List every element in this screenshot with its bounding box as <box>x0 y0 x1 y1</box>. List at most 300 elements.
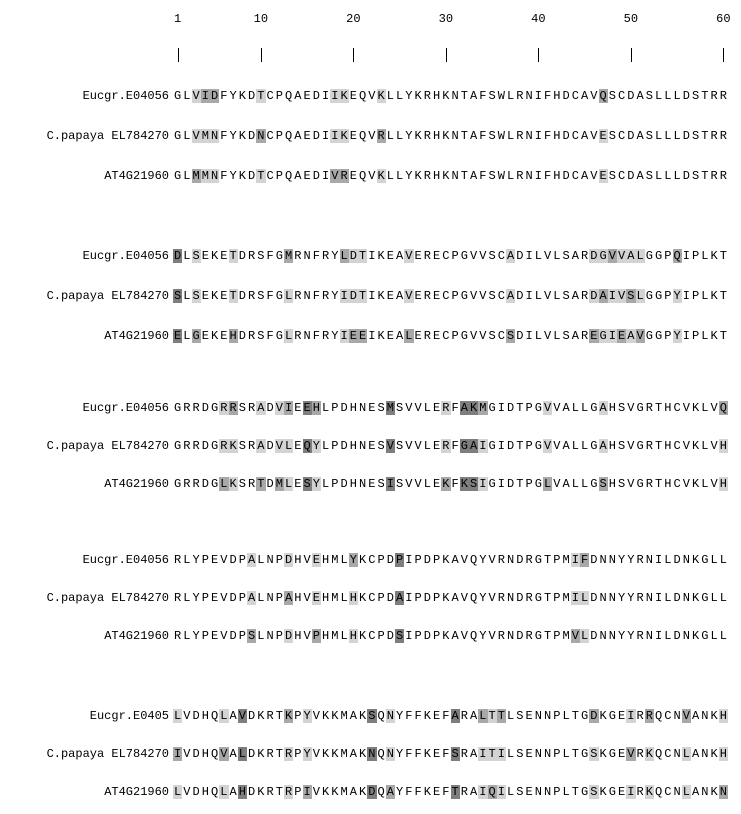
residue: A <box>248 553 256 567</box>
residue: F <box>266 289 274 303</box>
residue: V <box>553 439 561 453</box>
sequence-label: Eucgr.E04056 <box>82 553 169 567</box>
residue: S <box>608 129 616 143</box>
residue: V <box>682 401 690 415</box>
residue: P <box>294 785 302 799</box>
residue: R <box>183 439 191 453</box>
residue: A <box>470 89 478 103</box>
residue: I <box>479 439 487 453</box>
residue: V <box>470 289 478 303</box>
residue: P <box>201 553 209 567</box>
residue: R <box>423 289 431 303</box>
residue: A <box>451 591 459 605</box>
residue: S <box>396 477 404 491</box>
residue: L <box>396 169 404 183</box>
residue: T <box>275 747 283 761</box>
sequence-row <box>173 477 728 491</box>
residue: G <box>701 591 709 605</box>
residue: A <box>248 591 256 605</box>
residue: N <box>266 553 274 567</box>
residue: C <box>673 439 681 453</box>
residue: V <box>414 477 422 491</box>
residue: H <box>719 439 727 453</box>
residue: N <box>701 747 709 761</box>
residue: D <box>201 477 209 491</box>
residue: D <box>386 591 394 605</box>
residue: F <box>479 169 487 183</box>
residue: K <box>599 785 607 799</box>
residue: N <box>359 477 367 491</box>
residue: R <box>581 289 589 303</box>
residue: L <box>396 89 404 103</box>
residue: E <box>303 401 311 415</box>
residue: E <box>312 553 320 567</box>
residue: Y <box>405 129 413 143</box>
residue: R <box>294 329 302 343</box>
residue: T <box>257 89 265 103</box>
residue: P <box>433 591 441 605</box>
residue: V <box>414 401 422 415</box>
residue: E <box>220 289 228 303</box>
sequence-label: Eucgr.E04056 <box>82 401 169 415</box>
residue: P <box>396 553 404 567</box>
residue: N <box>701 785 709 799</box>
residue: K <box>211 289 219 303</box>
residue: H <box>553 129 561 143</box>
residue: N <box>257 129 265 143</box>
residue: N <box>303 289 311 303</box>
residue: E <box>303 169 311 183</box>
residue: L <box>386 89 394 103</box>
residue: Y <box>405 89 413 103</box>
sequence-label: C.papaya EL784270 <box>46 129 169 143</box>
sequence-row <box>173 169 728 183</box>
sequence-row <box>173 553 728 567</box>
residue: V <box>192 129 200 143</box>
residue: A <box>470 129 478 143</box>
residue: A <box>627 249 635 263</box>
residue: L <box>386 169 394 183</box>
residue: L <box>719 629 727 643</box>
residue: A <box>581 169 589 183</box>
residue: K <box>710 289 718 303</box>
residue: I <box>655 591 663 605</box>
residue: C <box>266 89 274 103</box>
residue: P <box>664 329 672 343</box>
residue: I <box>627 785 635 799</box>
residue: I <box>405 553 413 567</box>
residue: F <box>442 785 450 799</box>
residue: A <box>636 169 644 183</box>
residue: S <box>516 709 524 723</box>
residue: G <box>701 629 709 643</box>
residue: N <box>534 785 542 799</box>
residue: Y <box>229 169 237 183</box>
residue: K <box>377 289 385 303</box>
residue: I <box>201 89 209 103</box>
residue: G <box>534 477 542 491</box>
residue: V <box>553 477 561 491</box>
residue: R <box>266 747 274 761</box>
residue: V <box>710 439 718 453</box>
residue: Q <box>470 629 478 643</box>
residue: P <box>312 629 320 643</box>
residue: S <box>645 169 653 183</box>
residue: P <box>238 553 246 567</box>
residue: N <box>608 591 616 605</box>
residue: E <box>368 439 376 453</box>
residue: M <box>331 553 339 567</box>
residue: G <box>645 249 653 263</box>
residue: V <box>488 591 496 605</box>
residue: S <box>692 89 700 103</box>
residue: R <box>460 709 468 723</box>
residue: H <box>229 329 237 343</box>
residue: M <box>275 477 283 491</box>
residue: K <box>257 747 265 761</box>
residue: V <box>682 709 690 723</box>
residue: E <box>618 709 626 723</box>
residue: T <box>655 439 663 453</box>
residue: P <box>525 439 533 453</box>
residue: A <box>229 709 237 723</box>
residue: N <box>673 747 681 761</box>
residue: E <box>201 249 209 263</box>
residue: A <box>386 785 394 799</box>
residue: V <box>627 401 635 415</box>
residue: S <box>618 439 626 453</box>
residue: V <box>618 289 626 303</box>
residue: G <box>534 591 542 605</box>
residue: I <box>497 747 505 761</box>
residue: T <box>516 439 524 453</box>
residue: V <box>710 477 718 491</box>
residue: H <box>349 477 357 491</box>
residue: I <box>479 785 487 799</box>
residue: N <box>386 709 394 723</box>
residue: Y <box>192 629 200 643</box>
residue: R <box>192 439 200 453</box>
residue: H <box>349 591 357 605</box>
residue: N <box>719 785 727 799</box>
residue: K <box>238 89 246 103</box>
residue: C <box>664 747 672 761</box>
residue: H <box>664 477 672 491</box>
sequence-label: Eucgr.E0405 <box>89 709 169 723</box>
residue: F <box>451 439 459 453</box>
residue: E <box>618 329 626 343</box>
residue: R <box>322 249 330 263</box>
residue: D <box>516 629 524 643</box>
residue: H <box>553 169 561 183</box>
residue: Y <box>192 553 200 567</box>
residue: Y <box>673 289 681 303</box>
residue: N <box>451 89 459 103</box>
residue: L <box>553 289 561 303</box>
residue: V <box>275 439 283 453</box>
residue: G <box>275 289 283 303</box>
residue: G <box>460 249 468 263</box>
residue: R <box>248 289 256 303</box>
residue: L <box>285 289 293 303</box>
residue: P <box>553 591 561 605</box>
residue: R <box>645 477 653 491</box>
residue: Y <box>405 169 413 183</box>
residue: F <box>405 747 413 761</box>
residue: A <box>229 785 237 799</box>
residue: G <box>701 553 709 567</box>
residue: V <box>405 289 413 303</box>
residue: D <box>201 439 209 453</box>
residue: I <box>682 289 690 303</box>
residue: P <box>414 591 422 605</box>
residue: M <box>386 401 394 415</box>
residue: S <box>507 329 515 343</box>
residue: E <box>433 439 441 453</box>
residue: F <box>479 129 487 143</box>
residue: C <box>266 169 274 183</box>
residue: K <box>442 553 450 567</box>
residue: D <box>238 329 246 343</box>
residue: T <box>701 129 709 143</box>
residue: R <box>645 401 653 415</box>
residue: I <box>534 129 542 143</box>
residue: D <box>248 129 256 143</box>
residue: T <box>497 709 505 723</box>
residue: A <box>562 401 570 415</box>
residue: L <box>507 129 515 143</box>
residue: A <box>460 401 468 415</box>
residue: H <box>349 401 357 415</box>
residue: K <box>710 329 718 343</box>
residue: D <box>507 401 515 415</box>
residue: S <box>238 401 246 415</box>
residue: R <box>581 249 589 263</box>
residue: F <box>451 401 459 415</box>
residue: S <box>377 477 385 491</box>
residue: G <box>211 477 219 491</box>
residue: E <box>433 401 441 415</box>
residue: E <box>201 289 209 303</box>
residue: V <box>544 329 552 343</box>
residue: L <box>636 249 644 263</box>
residue: D <box>590 553 598 567</box>
residue: S <box>368 709 376 723</box>
residue: L <box>386 129 394 143</box>
residue: N <box>544 747 552 761</box>
residue: P <box>377 629 385 643</box>
sequence-label: Eucgr.E04056 <box>82 89 169 103</box>
residue: W <box>497 129 505 143</box>
residue: T <box>359 249 367 263</box>
residue: L <box>664 591 672 605</box>
residue: Y <box>192 591 200 605</box>
residue: P <box>377 591 385 605</box>
residue: D <box>423 553 431 567</box>
residue: N <box>211 129 219 143</box>
residue: K <box>229 477 237 491</box>
residue: L <box>183 329 191 343</box>
residue: T <box>571 709 579 723</box>
residue: Y <box>312 477 320 491</box>
residue: N <box>599 629 607 643</box>
residue: T <box>460 169 468 183</box>
residue: V <box>414 439 422 453</box>
residue: A <box>396 329 404 343</box>
residue: P <box>451 249 459 263</box>
residue: F <box>414 785 422 799</box>
residue: N <box>507 591 515 605</box>
residue: R <box>248 329 256 343</box>
residue: D <box>516 329 524 343</box>
residue: A <box>599 439 607 453</box>
residue: D <box>516 289 524 303</box>
residue: L <box>183 591 191 605</box>
residue: Y <box>349 553 357 567</box>
residue: C <box>497 249 505 263</box>
residue: D <box>248 89 256 103</box>
residue: A <box>349 747 357 761</box>
sequence-row <box>173 591 728 605</box>
ruler-tick <box>631 48 632 62</box>
residue: H <box>433 129 441 143</box>
residue: P <box>664 289 672 303</box>
residue: L <box>701 249 709 263</box>
residue: T <box>655 477 663 491</box>
residue: V <box>220 553 228 567</box>
residue: K <box>285 709 293 723</box>
residue: D <box>238 289 246 303</box>
residue: Q <box>599 89 607 103</box>
residue: L <box>174 709 182 723</box>
residue: A <box>636 129 644 143</box>
residue: N <box>359 439 367 453</box>
residue: D <box>386 629 394 643</box>
residue: E <box>174 329 182 343</box>
residue: D <box>682 89 690 103</box>
residue: T <box>229 249 237 263</box>
residue: T <box>701 169 709 183</box>
residue: E <box>599 129 607 143</box>
residue: A <box>396 591 404 605</box>
residue: G <box>534 439 542 453</box>
residue: L <box>479 709 487 723</box>
residue: Y <box>331 289 339 303</box>
residue: R <box>174 553 182 567</box>
residue: R <box>229 401 237 415</box>
residue: Q <box>285 89 293 103</box>
residue: D <box>516 249 524 263</box>
residue: K <box>359 553 367 567</box>
residue: V <box>312 785 320 799</box>
residue: L <box>396 129 404 143</box>
residue: D <box>340 477 348 491</box>
residue: A <box>627 329 635 343</box>
residue: K <box>599 747 607 761</box>
residue: T <box>275 785 283 799</box>
residue: L <box>322 439 330 453</box>
residue: R <box>525 629 533 643</box>
residue: Q <box>655 709 663 723</box>
residue: L <box>257 553 265 567</box>
residue: K <box>599 709 607 723</box>
residue: L <box>183 249 191 263</box>
residue: E <box>312 591 320 605</box>
residue: V <box>590 89 598 103</box>
residue: L <box>719 591 727 605</box>
residue: S <box>562 329 570 343</box>
residue: F <box>544 129 552 143</box>
residue: L <box>701 329 709 343</box>
residue: G <box>581 747 589 761</box>
residue: F <box>266 249 274 263</box>
residue: L <box>507 709 515 723</box>
residue: L <box>664 169 672 183</box>
residue: N <box>673 785 681 799</box>
residue: I <box>174 747 182 761</box>
residue: S <box>488 89 496 103</box>
residue: G <box>608 747 616 761</box>
residue: S <box>618 477 626 491</box>
residue: I <box>322 129 330 143</box>
sequence-row <box>173 629 728 643</box>
residue: Q <box>303 439 311 453</box>
sequence-row <box>173 89 728 103</box>
residue: P <box>294 709 302 723</box>
residue: N <box>525 129 533 143</box>
residue: E <box>349 169 357 183</box>
residue: V <box>682 439 690 453</box>
residue: L <box>322 401 330 415</box>
residue: N <box>368 747 376 761</box>
residue: G <box>599 329 607 343</box>
residue: P <box>664 249 672 263</box>
residue: V <box>682 477 690 491</box>
residue: P <box>275 89 283 103</box>
residue: R <box>220 439 228 453</box>
residue: H <box>322 591 330 605</box>
residue: I <box>340 329 348 343</box>
residue: V <box>312 709 320 723</box>
residue: M <box>331 629 339 643</box>
sequence-row <box>173 401 728 415</box>
residue: V <box>544 249 552 263</box>
ruler-number: 1 <box>174 12 182 26</box>
residue: V <box>192 89 200 103</box>
residue: V <box>368 89 376 103</box>
residue: G <box>174 169 182 183</box>
residue: R <box>266 785 274 799</box>
residue: T <box>451 785 459 799</box>
residue: A <box>581 129 589 143</box>
residue: L <box>701 477 709 491</box>
residue: V <box>479 329 487 343</box>
residue: K <box>322 747 330 761</box>
residue: S <box>516 785 524 799</box>
residue: D <box>211 89 219 103</box>
residue: R <box>322 289 330 303</box>
residue: K <box>710 709 718 723</box>
ruler-tick <box>538 48 539 62</box>
residue: V <box>405 439 413 453</box>
residue: L <box>581 401 589 415</box>
residue: M <box>562 629 570 643</box>
residue: Y <box>331 249 339 263</box>
residue: D <box>248 747 256 761</box>
residue: L <box>507 89 515 103</box>
residue: M <box>201 169 209 183</box>
residue: F <box>312 329 320 343</box>
